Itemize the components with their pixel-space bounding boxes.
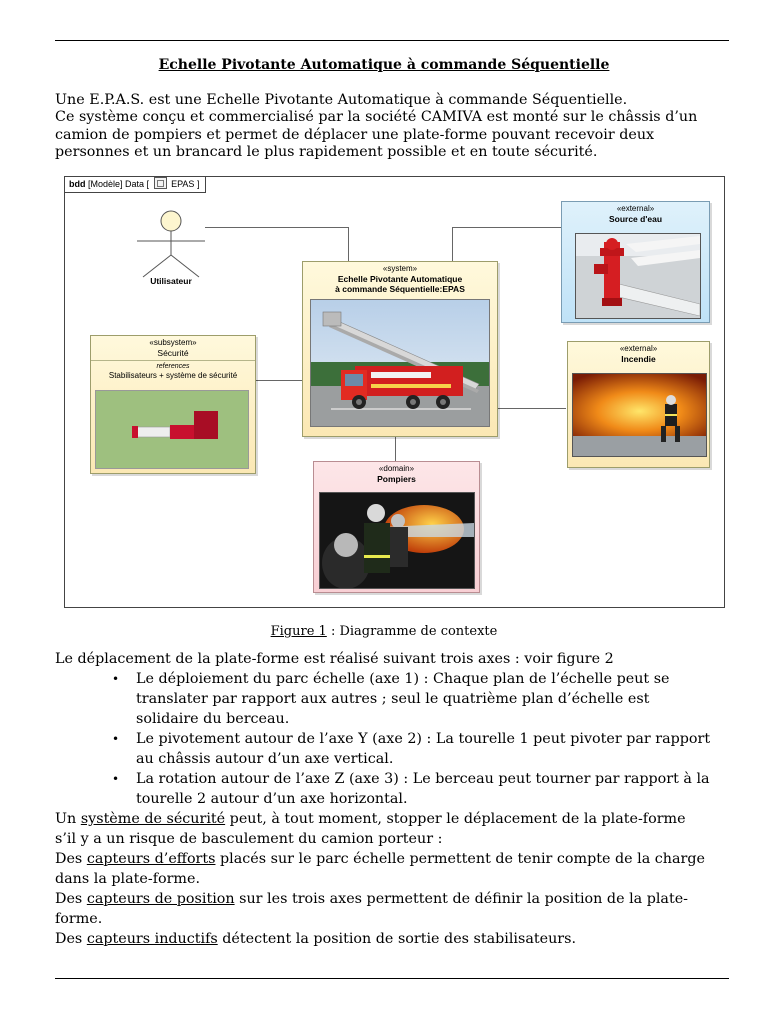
fire-photo: [572, 373, 707, 457]
bullet-continuation: translater par rapport aux autres ; seul le quatrième plan d’échelle est: [136, 691, 650, 707]
intro-paragraph: [55, 92, 735, 162]
bullet-item: • Le pivotement autour de l’axe Y (axe 2) : La tourelle 1 peut pivoter par rapport: [112, 731, 711, 747]
securite-paragraph-line: Un système de sécurité peut, à tout moment, stopper le déplacement de la plate-forme: [55, 811, 686, 827]
axes-paragraph: Le déplacement de la plate-forme est réalisé suivant trois axes : voir figure 2: [55, 651, 614, 667]
pompiers-name: Pompiers: [377, 474, 416, 484]
system-stereotype: «system»: [382, 264, 418, 273]
bullet-item: • Le déploiement du parc échelle (axe 1) : Chaque plan de l’échelle peut se: [112, 671, 670, 687]
frame-close: ]: [196, 179, 200, 189]
pompiers-stereotype: «domain»: [378, 464, 415, 473]
securite-stereotype: «subsystem»: [149, 338, 197, 347]
stabilizer-photo: [95, 390, 249, 469]
firefighters-photo: [319, 492, 475, 589]
connector-line: [205, 227, 348, 228]
context-diagram: [64, 176, 725, 608]
capteur-line: dans la plate-forme.: [55, 871, 200, 887]
body-text: [55, 649, 745, 949]
figure-caption-text: : Diagramme de contexte: [326, 624, 498, 639]
source-name: Source d'eau: [608, 214, 663, 224]
system-name: Echelle Pivotante Automatique: [337, 274, 463, 284]
intro-line: camion de pompiers et permet de déplacer une plate-forme pouvant recevoir deux: [55, 126, 655, 143]
diagram-frame-tab: [65, 177, 206, 193]
capteur-line: Des capteurs d’efforts placés sur le parc échelle permettent de tenir compte de la charge: [55, 851, 705, 867]
references-value: Stabilisateurs + système de sécurité: [108, 371, 238, 380]
document-title: Echelle Pivotante Automatique à commande Séquentielle: [158, 57, 610, 73]
bullet-item: • La rotation autour de l’axe Z (axe 3) : Le berceau peut tourner par rapport à la: [112, 771, 710, 787]
bullet-continuation: au châssis autour d’un axe vertical.: [136, 751, 394, 767]
bullet-dot: •: [112, 772, 120, 786]
hydrant-photo: [575, 233, 701, 319]
figure-label: Figure 1: [270, 624, 327, 639]
connector-line: [497, 408, 566, 409]
connector-line: [255, 380, 302, 381]
incendie-stereotype: «external»: [619, 344, 658, 353]
source-eau-block: [561, 201, 710, 323]
intro-line: personnes et un brancard le plus rapidement possible et en toute sécurité.: [55, 144, 598, 161]
intro-line: Ce système conçu et commercialisé par la société CAMIVA est monté sur le châssis d’un: [55, 109, 698, 126]
frame-kind: bdd: [69, 179, 86, 189]
intro-line: Une E.P.A.S. est une Echelle Pivotante Automatique à commande Séquentielle.: [55, 92, 628, 108]
frame-name: EPAS: [171, 179, 195, 189]
capteur-line: forme.: [55, 911, 103, 927]
capteur-term: capteurs inductifs: [86, 931, 218, 947]
references-label: references: [156, 363, 190, 370]
securite-term: système de sécurité: [80, 811, 226, 827]
connector-line: [395, 435, 396, 461]
top-rule: [55, 40, 729, 41]
source-stereotype: «external»: [616, 204, 655, 213]
capteur-term: capteurs d’efforts: [86, 851, 216, 867]
connector-line: [452, 227, 453, 261]
securite-block: [90, 335, 256, 474]
incendie-name: Incendie: [621, 354, 656, 364]
figure-caption: [0, 624, 768, 639]
actor-label: Utilisateur: [150, 276, 192, 286]
system-block: [302, 261, 498, 437]
capteur-term: capteurs de position: [86, 891, 235, 907]
compartment-separator: [91, 360, 255, 361]
bottom-rule: [55, 978, 729, 979]
pompiers-block: [313, 461, 480, 593]
capteur-line: Des capteurs de position sur les trois axes permettent de définir la position de la plate-: [55, 891, 688, 907]
actor-stick-figure: [131, 209, 211, 281]
system-name: à commande Séquentielle:EPAS: [335, 284, 465, 294]
frame-text: [Modèle] Data [: [88, 179, 150, 189]
incendie-block: [567, 341, 710, 468]
bullet-dot: •: [112, 732, 120, 746]
connector-line: [452, 227, 562, 228]
securite-paragraph-line: s’il y a un risque de basculement du camion porteur :: [55, 831, 443, 847]
bullet-continuation: tourelle 2 autour d’un axe horizontal.: [136, 791, 408, 807]
fire-truck-photo: [310, 299, 490, 427]
bullet-continuation: solidaire du berceau.: [136, 711, 290, 727]
securite-name: Sécurité: [157, 348, 189, 358]
connector-line: [348, 227, 349, 261]
capteur-line: Des capteurs inductifs détectent la position de sortie des stabilisateurs.: [55, 931, 576, 947]
bullet-dot: •: [112, 672, 120, 686]
package-icon: [154, 177, 167, 189]
